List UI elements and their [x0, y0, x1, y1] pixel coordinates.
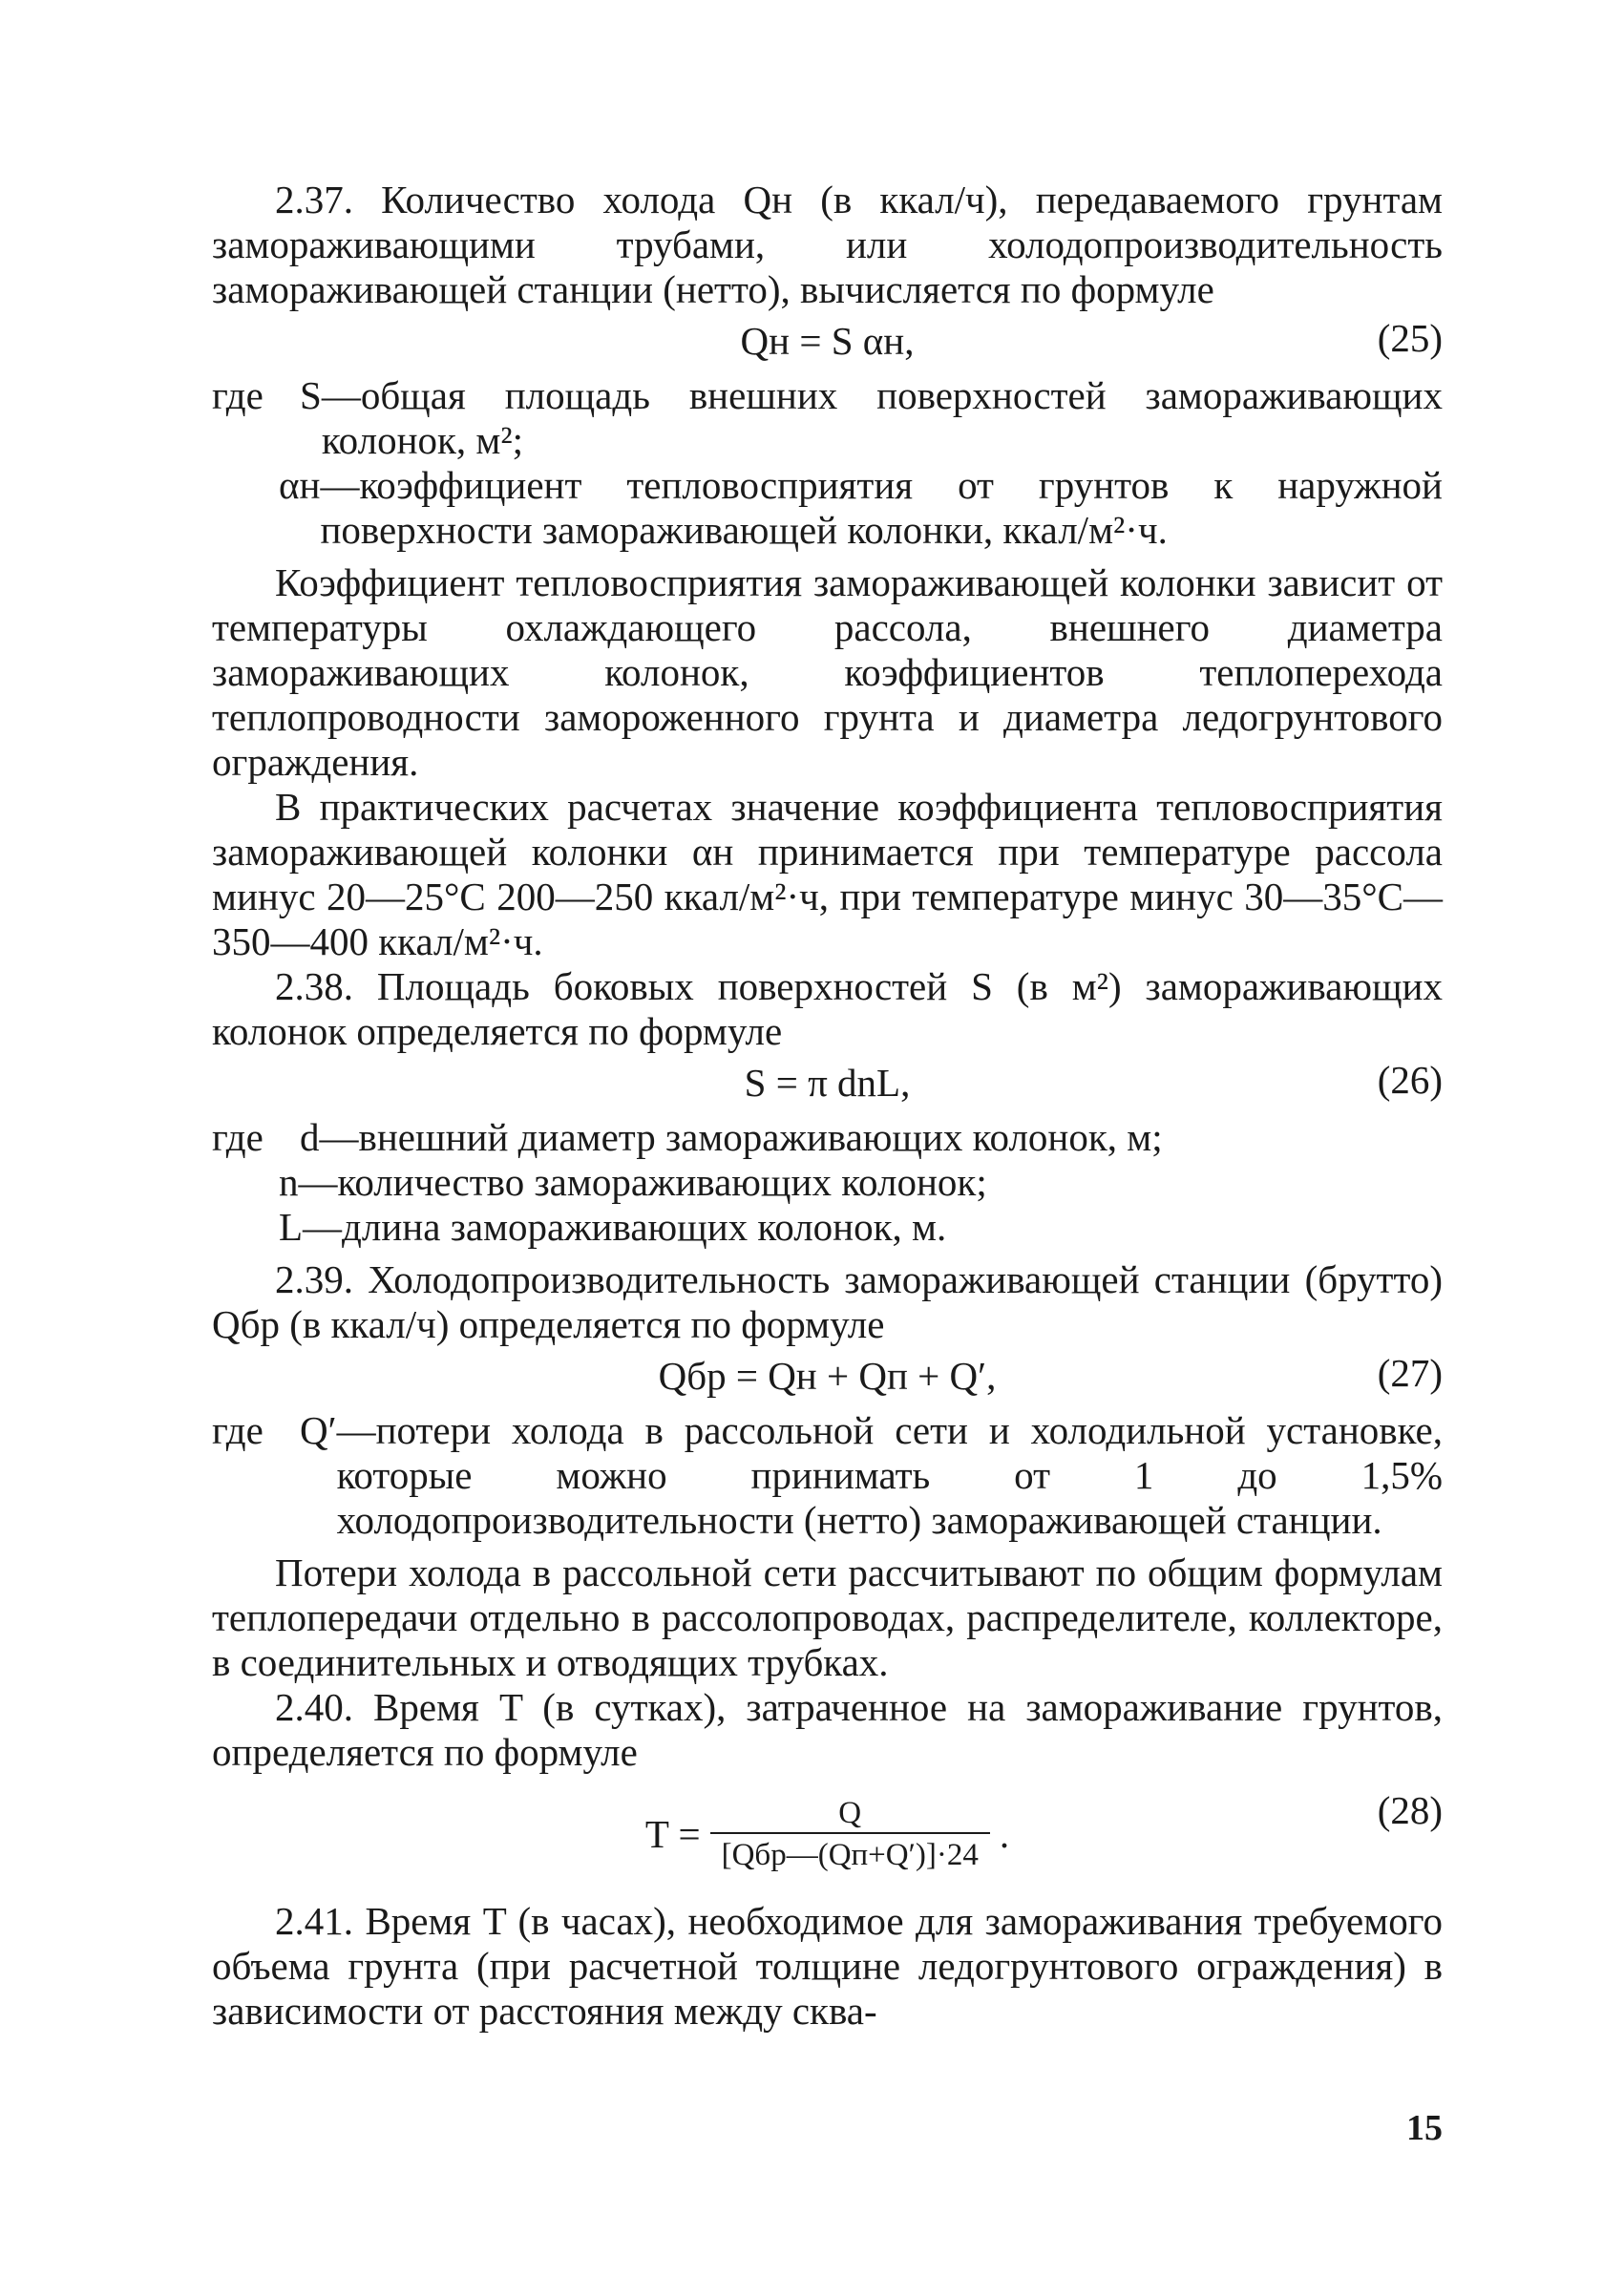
formula-26-number: (26) [1377, 1058, 1443, 1102]
legend-27-text-1: —потери холода в рассольной сети и холодильной установке, которые можно принимать от 1 до 1,5% холодопроизводительности (нетто) замораживающей станции. [336, 1408, 1443, 1542]
legend-26-symbol-1: d [300, 1115, 320, 1159]
legend-27-symbol-1: Q′ [300, 1408, 337, 1452]
legend-25 [212, 373, 1443, 553]
formula-27-expression: Qбр = Qн + Qп + Q′, [658, 1353, 997, 1398]
legend-25-symbol-2: αн [279, 463, 321, 507]
legend-27 [212, 1408, 1443, 1543]
legend-26-text-1: —внешний диаметр замораживающих колонок, м; [319, 1115, 1163, 1159]
legend-25-symbol-1: S [300, 373, 322, 417]
formula-27-number: (27) [1377, 1351, 1443, 1395]
paragraph-2-37: 2.37. Количество холода Qн (в ккал/ч), передаваемого грунтам замораживающими трубами, или холодопроизводительность замораживающей станции (нетто), вычисляется по формуле [212, 178, 1443, 311]
paragraph-2-39: 2.39. Холодопроизводительность замораживающей станции (брутто) Qбр (в ккал/ч) определяется по формуле [212, 1257, 1443, 1346]
formula-26-expression: S = π dnL, [744, 1060, 911, 1105]
formula-25-expression: Qн = S αн, [740, 318, 915, 363]
formula-26 [212, 1058, 1443, 1107]
paragraph-2-41: 2.41. Время T (в часах), необходимое для замораживания требуемого объема грунта (при расчетной толщине ледогрунтового ограждения) в зависимости от расстояния между сква- [212, 1899, 1443, 2033]
legend-25-text-1: —общая площадь внешних поверхностей замораживающих колонок, м²; [321, 373, 1443, 462]
legend-27-lead: где [212, 1408, 264, 1452]
legend-26-symbol-2: n [279, 1160, 299, 1204]
formula-27 [212, 1351, 1443, 1401]
formula-25 [212, 316, 1443, 366]
formula-28-lhs: T = [644, 1811, 701, 1856]
paragraph-2-40: 2.40. Время T (в сутках), затраченное на замораживание грунтов, определяется по формуле [212, 1685, 1443, 1774]
page-number: 15 [1406, 2108, 1443, 2148]
legend-26-symbol-3: L [279, 1205, 304, 1249]
formula-28-fraction [710, 1794, 990, 1874]
formula-28-denominator: [Qбр—(Qп+Q′)]·24 [710, 1832, 990, 1874]
formula-25-number: (25) [1377, 316, 1443, 360]
formula-28-tail: . [999, 1811, 1010, 1856]
paragraph-2-38: 2.38. Площадь боковых поверхностей S (в м²) замораживающих колонок определяется по формуле [212, 964, 1443, 1053]
legend-26-text-2: —количество замораживающих колонок; [298, 1160, 987, 1204]
paragraph-practical: В практических расчетах значение коэффициента тепловосприятия замораживающей колонки αн принимается при температуре рассола минус 20—25°C 200—250 ккал/м²·ч, при температуре минус 30—35°C—350—400 ккал/м²·ч. [212, 785, 1443, 963]
legend-25-text-2: —коэффициент тепловосприятия от грунтов к наружной поверхности замораживающей колонки, ккал/м²·ч. [320, 463, 1443, 552]
legend-26-text-3: —длина замораживающих колонок, м. [303, 1205, 947, 1249]
formula-28 [212, 1788, 1443, 1880]
paragraph-coefficient: Коэффициент тепловосприятия замораживающей колонки зависит от температуры охлаждающего рассола, внешнего диаметра замораживающих колонок, коэффициентов теплоперехода теплопроводности замороженного грунта и диаметра ледогрунтового ограждения. [212, 560, 1443, 784]
legend-26 [212, 1115, 1443, 1250]
paragraph-losses: Потери холода в рассольной сети рассчитывают по общим формулам теплопередачи отдельно в рассолопроводах, распределителе, коллекторе, в соединительных и отводящих трубках. [212, 1550, 1443, 1684]
legend-26-lead: где [212, 1115, 264, 1159]
formula-28-number: (28) [1377, 1788, 1443, 1832]
formula-28-numerator: Q [838, 1796, 862, 1830]
legend-25-lead: где [212, 373, 264, 417]
